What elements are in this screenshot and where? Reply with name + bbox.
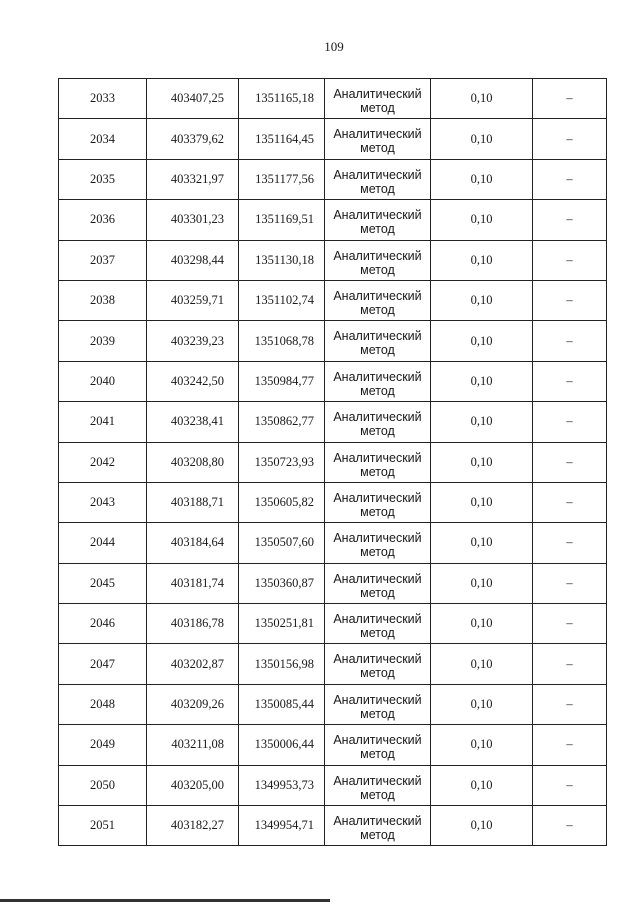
point-number-cell: 2048	[59, 684, 147, 724]
table-row	[59, 361, 607, 401]
table-row	[59, 321, 607, 361]
point-number-cell: 2037	[59, 240, 147, 280]
method-cell	[325, 604, 431, 644]
note-cell: –	[533, 765, 607, 805]
table-row	[59, 280, 607, 320]
method-line-2: метод	[360, 141, 395, 156]
table-body	[59, 79, 607, 846]
note-cell: –	[533, 240, 607, 280]
coordinates-table	[58, 78, 607, 846]
y-coordinate-cell: 1351164,45	[239, 119, 325, 159]
method-line-2: метод	[360, 828, 395, 843]
y-coordinate-cell: 1350984,77	[239, 361, 325, 401]
method-line-1: Аналитический	[333, 288, 422, 303]
y-coordinate-cell: 1350723,93	[239, 442, 325, 482]
point-number-cell: 2046	[59, 604, 147, 644]
method-line-1: Аналитический	[333, 773, 422, 788]
method-cell	[325, 442, 431, 482]
point-number-cell: 2036	[59, 200, 147, 240]
method-cell	[325, 240, 431, 280]
method-cell	[325, 321, 431, 361]
note-cell: –	[533, 361, 607, 401]
method-line-2: метод	[360, 343, 395, 358]
method-cell	[325, 684, 431, 724]
method-line-1: Аналитический	[333, 531, 422, 546]
method-line-2: метод	[360, 222, 395, 237]
accuracy-cell: 0,10	[431, 604, 533, 644]
method-line-1: Аналитический	[333, 652, 422, 667]
method-line-2: метод	[360, 424, 395, 439]
y-coordinate-cell: 1350156,98	[239, 644, 325, 684]
x-coordinate-cell: 403407,25	[147, 79, 239, 119]
method-line-2: метод	[360, 706, 395, 721]
method-line-2: метод	[360, 747, 395, 762]
table-row	[59, 806, 607, 846]
point-number-cell: 2049	[59, 725, 147, 765]
note-cell: –	[533, 563, 607, 603]
method-line-1: Аналитический	[333, 814, 422, 829]
x-coordinate-cell: 403321,97	[147, 159, 239, 199]
point-number-cell: 2051	[59, 806, 147, 846]
method-cell	[325, 79, 431, 119]
note-cell: –	[533, 523, 607, 563]
x-coordinate-cell: 403211,08	[147, 725, 239, 765]
method-line-1: Аналитический	[333, 248, 422, 263]
method-line-1: Аналитический	[333, 692, 422, 707]
point-number-cell: 2035	[59, 159, 147, 199]
x-coordinate-cell: 403238,41	[147, 402, 239, 442]
accuracy-cell: 0,10	[431, 402, 533, 442]
point-number-cell: 2047	[59, 644, 147, 684]
method-cell	[325, 806, 431, 846]
y-coordinate-cell: 1350507,60	[239, 523, 325, 563]
method-line-2: метод	[360, 464, 395, 479]
y-coordinate-cell: 1350862,77	[239, 402, 325, 442]
y-coordinate-cell: 1350360,87	[239, 563, 325, 603]
y-coordinate-cell: 1351169,51	[239, 200, 325, 240]
method-cell	[325, 563, 431, 603]
method-cell	[325, 402, 431, 442]
note-cell: –	[533, 159, 607, 199]
y-coordinate-cell: 1351177,56	[239, 159, 325, 199]
table-row	[59, 523, 607, 563]
table-row	[59, 644, 607, 684]
accuracy-cell: 0,10	[431, 280, 533, 320]
x-coordinate-cell: 403202,87	[147, 644, 239, 684]
method-line-1: Аналитический	[333, 127, 422, 142]
method-line-2: метод	[360, 787, 395, 802]
accuracy-cell: 0,10	[431, 806, 533, 846]
y-coordinate-cell: 1350006,44	[239, 725, 325, 765]
note-cell: –	[533, 684, 607, 724]
note-cell: –	[533, 79, 607, 119]
y-coordinate-cell: 1350605,82	[239, 482, 325, 522]
accuracy-cell: 0,10	[431, 765, 533, 805]
point-number-cell: 2045	[59, 563, 147, 603]
table-row	[59, 765, 607, 805]
accuracy-cell: 0,10	[431, 442, 533, 482]
point-number-cell: 2050	[59, 765, 147, 805]
x-coordinate-cell: 403186,78	[147, 604, 239, 644]
point-number-cell: 2042	[59, 442, 147, 482]
x-coordinate-cell: 403379,62	[147, 119, 239, 159]
method-cell	[325, 119, 431, 159]
note-cell: –	[533, 442, 607, 482]
x-coordinate-cell: 403182,27	[147, 806, 239, 846]
method-line-2: метод	[360, 181, 395, 196]
method-line-2: метод	[360, 666, 395, 681]
accuracy-cell: 0,10	[431, 240, 533, 280]
table-row	[59, 604, 607, 644]
accuracy-cell: 0,10	[431, 361, 533, 401]
method-cell	[325, 159, 431, 199]
x-coordinate-cell: 403205,00	[147, 765, 239, 805]
note-cell: –	[533, 200, 607, 240]
method-line-2: метод	[360, 585, 395, 600]
accuracy-cell: 0,10	[431, 563, 533, 603]
y-coordinate-cell: 1349954,71	[239, 806, 325, 846]
note-cell: –	[533, 806, 607, 846]
table-row	[59, 442, 607, 482]
note-cell: –	[533, 725, 607, 765]
point-number-cell: 2038	[59, 280, 147, 320]
method-line-1: Аналитический	[333, 410, 422, 425]
note-cell: –	[533, 644, 607, 684]
method-cell	[325, 644, 431, 684]
method-line-1: Аналитический	[333, 612, 422, 627]
note-cell: –	[533, 119, 607, 159]
y-coordinate-cell: 1351068,78	[239, 321, 325, 361]
method-line-1: Аналитический	[333, 490, 422, 505]
method-line-1: Аналитический	[333, 167, 422, 182]
accuracy-cell: 0,10	[431, 482, 533, 522]
point-number-cell: 2039	[59, 321, 147, 361]
point-number-cell: 2043	[59, 482, 147, 522]
table-row	[59, 563, 607, 603]
accuracy-cell: 0,10	[431, 321, 533, 361]
method-cell	[325, 361, 431, 401]
accuracy-cell: 0,10	[431, 79, 533, 119]
method-line-2: метод	[360, 504, 395, 519]
method-line-2: метод	[360, 626, 395, 641]
table-row	[59, 159, 607, 199]
method-cell	[325, 523, 431, 563]
accuracy-cell: 0,10	[431, 159, 533, 199]
method-cell	[325, 725, 431, 765]
accuracy-cell: 0,10	[431, 644, 533, 684]
method-line-1: Аналитический	[333, 571, 422, 586]
x-coordinate-cell: 403188,71	[147, 482, 239, 522]
method-cell	[325, 765, 431, 805]
x-coordinate-cell: 403208,80	[147, 442, 239, 482]
y-coordinate-cell: 1350251,81	[239, 604, 325, 644]
x-coordinate-cell: 403239,23	[147, 321, 239, 361]
note-cell: –	[533, 604, 607, 644]
note-cell: –	[533, 402, 607, 442]
table-row	[59, 79, 607, 119]
table-row	[59, 240, 607, 280]
x-coordinate-cell: 403242,50	[147, 361, 239, 401]
note-cell: –	[533, 280, 607, 320]
x-coordinate-cell: 403181,74	[147, 563, 239, 603]
accuracy-cell: 0,10	[431, 119, 533, 159]
point-number-cell: 2040	[59, 361, 147, 401]
method-line-2: метод	[360, 262, 395, 277]
method-cell	[325, 482, 431, 522]
page-number: 109	[324, 39, 344, 54]
y-coordinate-cell: 1351130,18	[239, 240, 325, 280]
table-row	[59, 119, 607, 159]
method-line-2: метод	[360, 302, 395, 317]
method-line-1: Аналитический	[333, 208, 422, 223]
point-number-cell: 2044	[59, 523, 147, 563]
method-line-1: Аналитический	[333, 733, 422, 748]
y-coordinate-cell: 1351102,74	[239, 280, 325, 320]
table-row	[59, 684, 607, 724]
x-coordinate-cell: 403301,23	[147, 200, 239, 240]
method-line-1: Аналитический	[333, 329, 422, 344]
method-line-2: метод	[360, 101, 395, 115]
method-cell	[325, 200, 431, 240]
table-row	[59, 200, 607, 240]
accuracy-cell: 0,10	[431, 684, 533, 724]
y-coordinate-cell: 1349953,73	[239, 765, 325, 805]
accuracy-cell: 0,10	[431, 725, 533, 765]
accuracy-cell: 0,10	[431, 200, 533, 240]
x-coordinate-cell: 403209,26	[147, 684, 239, 724]
x-coordinate-cell: 403184,64	[147, 523, 239, 563]
accuracy-cell: 0,10	[431, 523, 533, 563]
method-cell	[325, 280, 431, 320]
method-line-1: Аналитический	[333, 369, 422, 384]
y-coordinate-cell: 1350085,44	[239, 684, 325, 724]
note-cell: –	[533, 482, 607, 522]
method-line-2: метод	[360, 545, 395, 560]
bottom-rule	[0, 899, 330, 902]
table-row	[59, 482, 607, 522]
method-line-1: Аналитический	[333, 450, 422, 465]
point-number-cell: 2034	[59, 119, 147, 159]
point-number-cell: 2041	[59, 402, 147, 442]
note-cell: –	[533, 321, 607, 361]
table-row	[59, 402, 607, 442]
point-number-cell: 2033	[59, 79, 147, 119]
method-line-1: Аналитический	[333, 87, 422, 101]
x-coordinate-cell: 403298,44	[147, 240, 239, 280]
y-coordinate-cell: 1351165,18	[239, 79, 325, 119]
table-row	[59, 725, 607, 765]
method-line-2: метод	[360, 383, 395, 398]
x-coordinate-cell: 403259,71	[147, 280, 239, 320]
